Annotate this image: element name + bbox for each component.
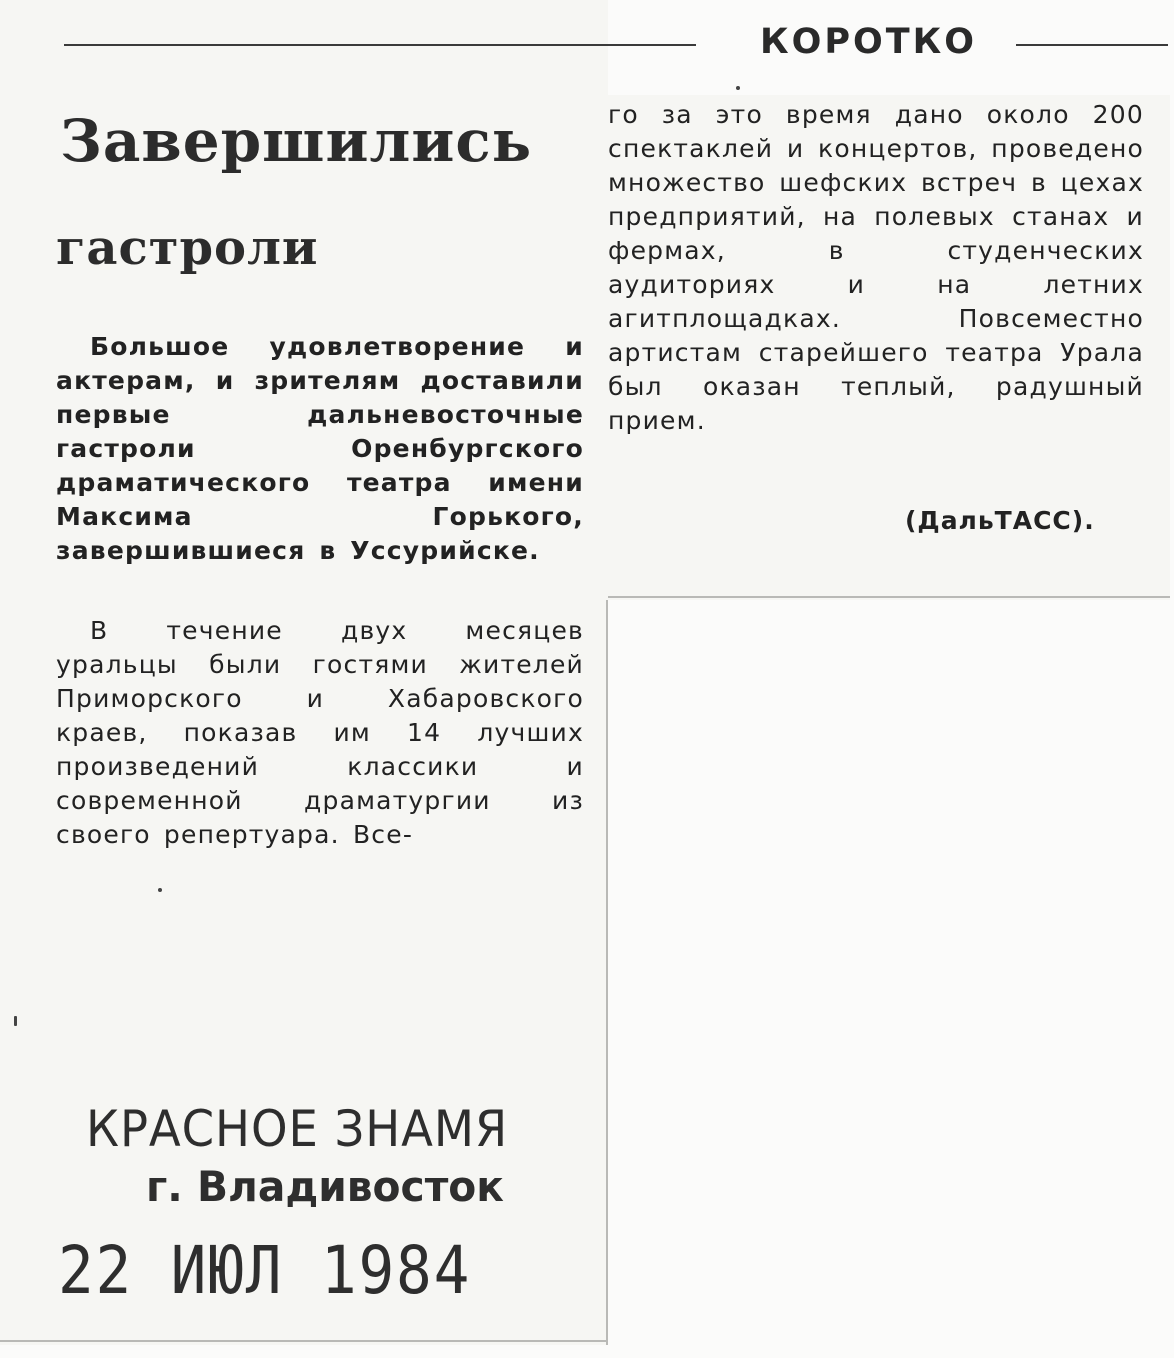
header-rule-left [64,44,696,46]
stamp-city: г. Владивосток [146,1162,504,1211]
article-lead: Большое удовлетворение и актерам, и зрителям доставили первые дальневосточные гастроли Оренбургского драматического театра имени Максима Горького, завершившиеся в Уссурийске. [56,332,584,565]
headline-line-1: Завершились [60,107,533,175]
clipping-edge-bottom [0,1340,608,1342]
article-source: (ДальТАСС). [905,506,1095,535]
print-speck [14,1016,17,1026]
print-speck [158,888,162,892]
section-label: КОРОТКО [760,22,978,62]
clipping-edge-right-bottom [608,596,1170,598]
print-speck [736,86,740,90]
stamp-newspaper: КРАСНОЕ ЗНАМЯ [86,1100,509,1158]
stamp-date: 22 ИЮЛ 1984 [58,1232,472,1309]
article-body-left: В течение двух месяцев уральцы были гостями жителей Приморского и Хабаровского краев, показав им 14 лучших произведений классики и современной драматургии из своего репертуара. Все- [56,616,584,849]
article-body-right: го за это время дано около 200 спектаклей и концертов, проведено множество шефских встреч в цехах предприятий, на полевых станах и фермах, в студенческих аудиториях и на летних агитплощадках. Повсеместно артистам старейшего театра Урала был оказан теплый, радушный прием. [608,100,1144,435]
headline-line-2: гастроли [56,220,319,276]
clipping-edge-vertical [606,600,608,1345]
header-rule-right [1016,44,1168,46]
